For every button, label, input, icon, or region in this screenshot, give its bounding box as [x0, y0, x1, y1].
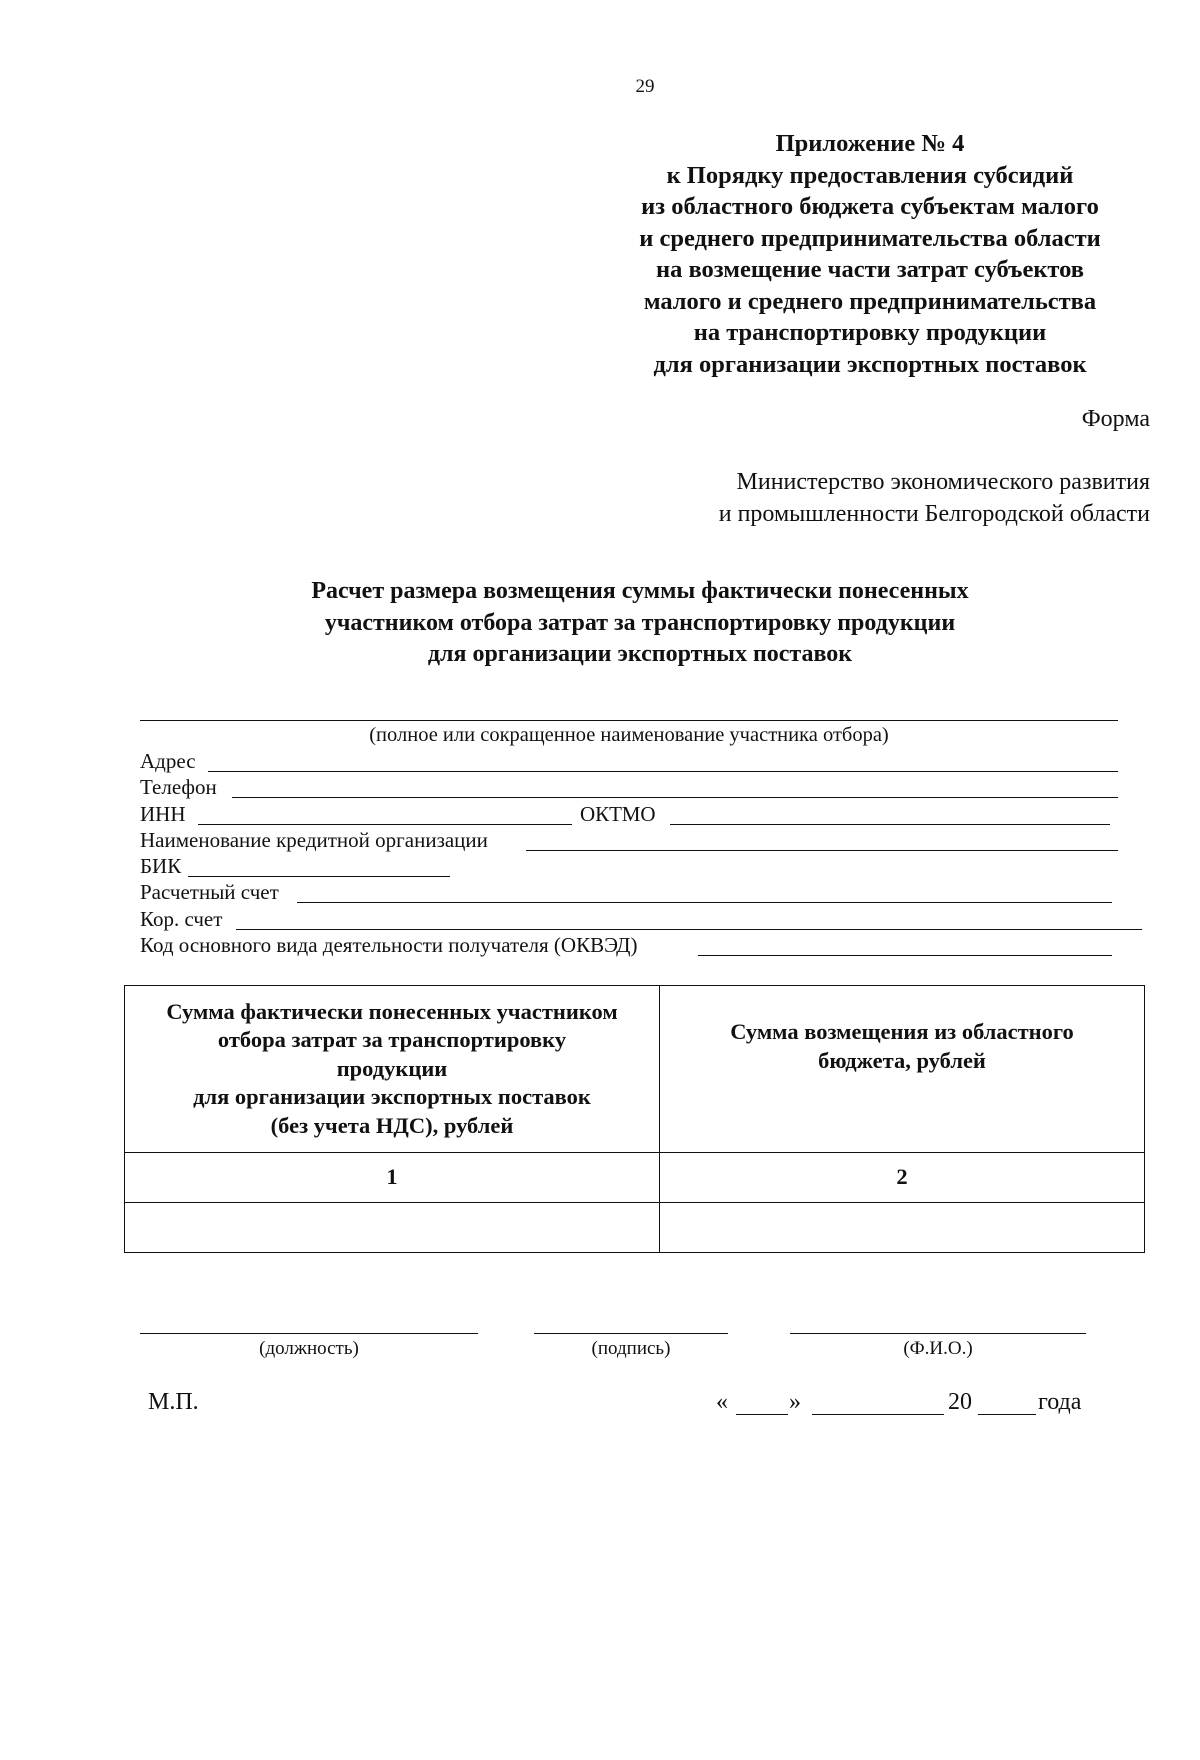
column-header-reimbursement	[660, 986, 1145, 1153]
participant-name-caption: (полное или сокращенное наименование участника отбора)	[369, 724, 889, 746]
inn-label: ИНН	[140, 802, 186, 826]
address-label: Адрес	[140, 749, 196, 773]
appendix-line: и среднего предпринимательства области	[639, 224, 1101, 252]
appendix-line: из областного бюджета субъектам малого	[641, 193, 1099, 220]
header-line: отбора затрат за транспортировку	[217, 1027, 567, 1053]
corr-account-field[interactable]	[236, 929, 1142, 930]
signature-caption: (подпись)	[591, 1338, 671, 1359]
table-number-row	[125, 1153, 1145, 1203]
date-year-field[interactable]	[978, 1414, 1036, 1415]
date-close-quote: »	[789, 1389, 801, 1415]
column-header-actual-costs	[125, 986, 660, 1153]
ministry-line: и промышленности Белгородской области	[718, 500, 1150, 527]
ministry-line: Министерство экономического развития	[736, 469, 1150, 495]
phone-label: Телефон	[140, 775, 217, 799]
date-open-quote: «	[716, 1389, 728, 1415]
title-line: для организации экспортных поставок	[427, 641, 853, 667]
page-number: 29	[635, 76, 655, 97]
participant-name-line[interactable]	[140, 720, 1118, 721]
okved-field[interactable]	[698, 955, 1112, 956]
appendix-line: к Порядку предоставления субсидий	[666, 161, 1074, 189]
full-name-caption: (Ф.И.О.)	[903, 1338, 973, 1359]
form-label: Форма	[1081, 406, 1150, 432]
account-field[interactable]	[297, 902, 1112, 903]
position-line[interactable]	[140, 1333, 478, 1334]
header-line: Сумма фактически понесенных участником	[166, 998, 618, 1024]
stamp-label: М.П.	[148, 1389, 199, 1415]
appendix-header	[560, 128, 1180, 380]
date-year-suffix: года	[1038, 1389, 1082, 1415]
column-number: 2	[660, 1153, 1145, 1203]
appendix-line: на транспортировку продукции	[693, 319, 1047, 346]
bik-label: БИК	[140, 854, 182, 878]
bank-label: Наименование кредитной организации	[140, 828, 488, 852]
table-header-row	[125, 986, 1145, 1153]
bank-field[interactable]	[526, 850, 1118, 851]
bik-field[interactable]	[188, 876, 450, 877]
header-line: (без учета НДС), рублей	[270, 1112, 514, 1138]
header-line: Сумма возмещения из областного	[730, 1019, 1074, 1044]
signature-line[interactable]	[534, 1333, 728, 1334]
actual-costs-cell[interactable]	[125, 1203, 660, 1253]
appendix-line: для организации экспортных поставок	[653, 350, 1087, 378]
account-label: Расчетный счет	[140, 880, 279, 904]
document-title	[160, 576, 1120, 671]
phone-field[interactable]	[232, 797, 1118, 798]
oktmo-field[interactable]	[670, 824, 1110, 825]
title-line: Расчет размера возмещения суммы фактически понесенных	[311, 578, 969, 604]
okved-label: Код основного вида деятельности получателя (ОКВЭД)	[140, 933, 638, 957]
header-line: бюджета, рублей	[818, 1047, 986, 1073]
date-day-field[interactable]	[736, 1414, 788, 1415]
header-line: для организации экспортных поставок	[193, 1084, 591, 1110]
reimbursement-cell[interactable]	[660, 1203, 1145, 1253]
full-name-line[interactable]	[790, 1333, 1086, 1334]
title-line: участником отбора затрат за транспортировку продукции	[324, 609, 956, 636]
appendix-title: Приложение № 4	[775, 130, 965, 157]
oktmo-label: ОКТМО	[580, 802, 656, 826]
table-value-row	[125, 1203, 1145, 1253]
calculation-table	[124, 985, 1145, 1253]
date-month-field[interactable]	[812, 1414, 944, 1415]
appendix-line: на возмещение части затрат субъектов	[655, 256, 1085, 283]
address-field[interactable]	[208, 771, 1118, 772]
appendix-line: малого и среднего предпринимательства	[643, 287, 1097, 315]
column-number: 1	[125, 1153, 660, 1203]
position-caption: (должность)	[259, 1338, 359, 1359]
ministry-block	[550, 467, 1150, 530]
inn-field[interactable]	[198, 824, 572, 825]
corr-account-label: Кор. счет	[140, 907, 223, 931]
date-year-prefix: 20	[948, 1389, 972, 1415]
header-line: продукции	[336, 1055, 448, 1081]
